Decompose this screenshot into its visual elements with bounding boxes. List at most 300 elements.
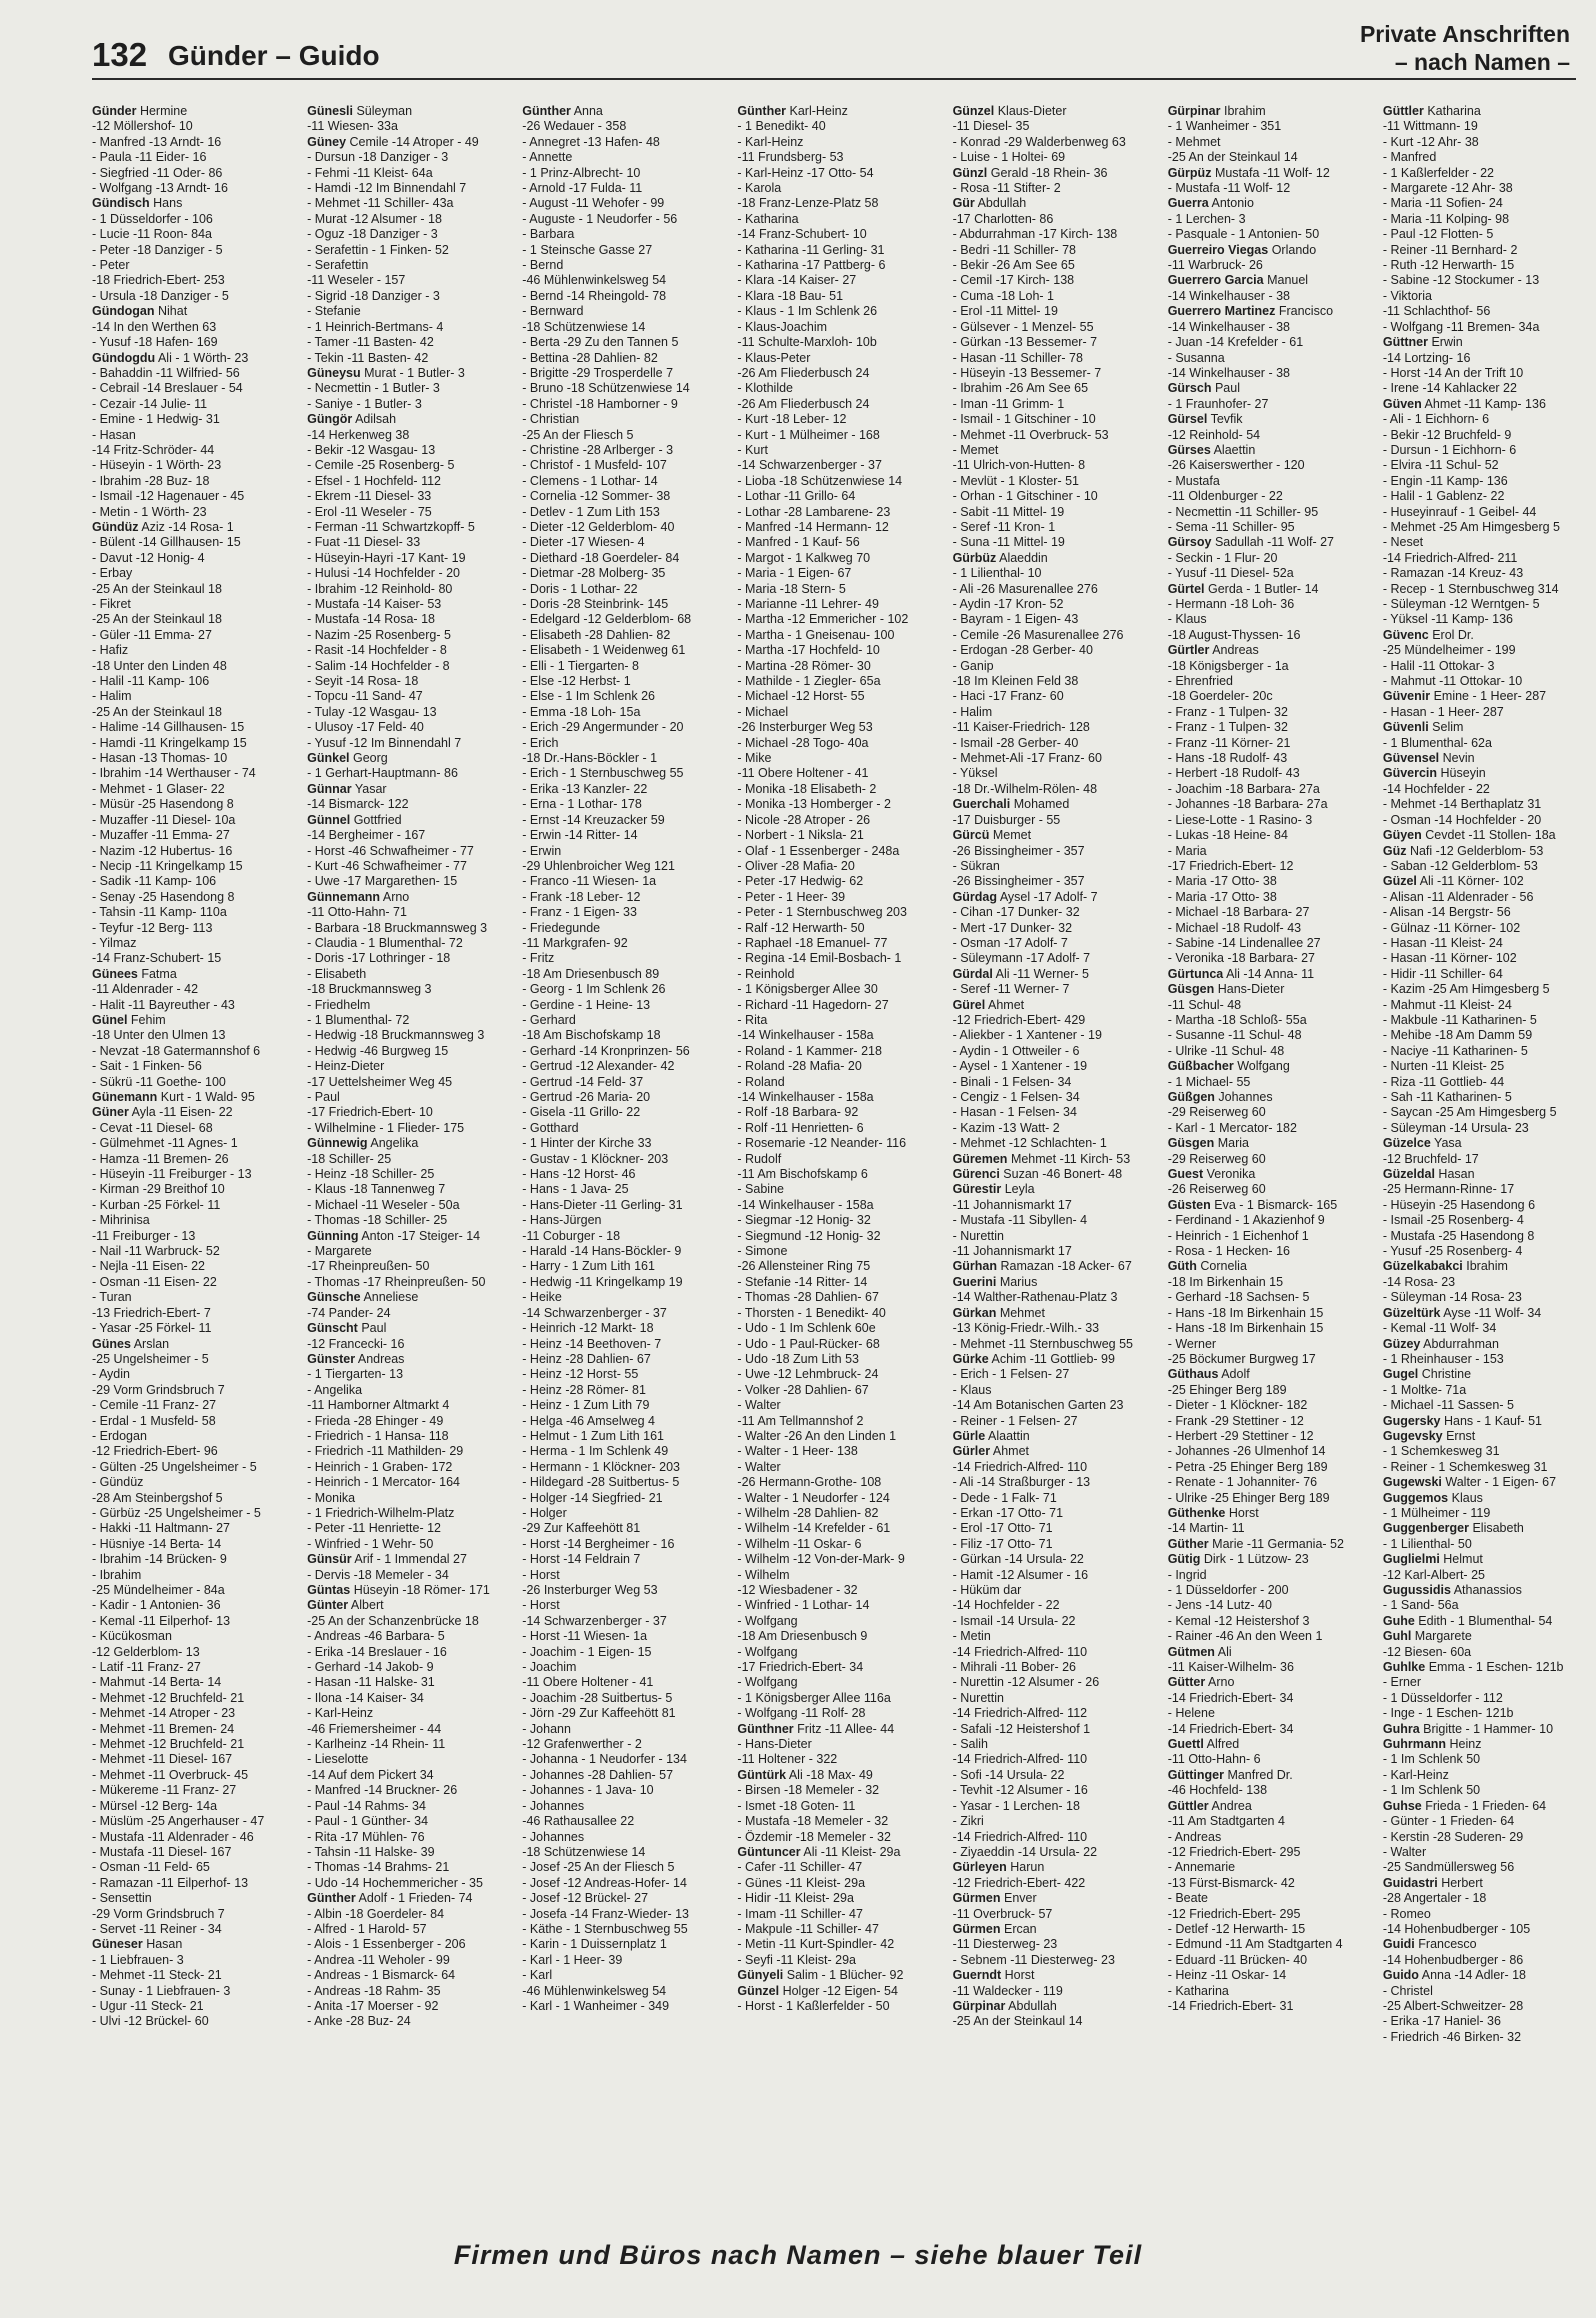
surname: Güßbacher: [1167, 1059, 1234, 1074]
list-item: [1383, 381, 1576, 396]
list-item: [953, 612, 1146, 627]
list-item: [1168, 196, 1361, 211]
list-item: [307, 505, 500, 520]
entry-text: - Elvira -11 Schul- 52: [1382, 458, 1499, 473]
entry-text: Alfred: [1206, 1737, 1240, 1752]
list-item: [92, 1845, 285, 1860]
entry-text: - Martha -18 Schloß- 55a: [1167, 1012, 1307, 1027]
entry-text: -12 Biesen- 60a: [1382, 1644, 1472, 1659]
entry-text: - Haci -17 Franz- 60: [952, 689, 1064, 704]
surname: Günsche: [307, 1290, 361, 1305]
entry-text: - Mehmet - 1 Glaser- 22: [92, 781, 225, 796]
surname: Gürpüz: [1167, 165, 1212, 180]
entry-text: - Reiner -11 Bernhard- 2: [1382, 242, 1518, 257]
list-item: [737, 813, 930, 828]
list-item: [737, 643, 930, 658]
list-item: [522, 689, 715, 704]
entry-text: - Nazim -12 Hubertus- 16: [92, 843, 233, 858]
entry-text: - Ralf -12 Herwarth- 50: [737, 920, 865, 935]
list-item: [522, 1414, 715, 1429]
list-item: [92, 1321, 285, 1336]
list-item: [307, 1645, 500, 1660]
list-item: [92, 119, 285, 134]
entry-text: - Hüseyin-Hayri -17 Kant- 19: [307, 550, 466, 565]
list-item: [1168, 736, 1361, 751]
entry-text: - 1 Lilienthal- 10: [952, 566, 1042, 581]
entry-text: - Ibrahim -14 Werthauser - 74: [92, 766, 256, 781]
surname: Guggenberger: [1382, 1521, 1469, 1536]
surname: Güthaus: [1167, 1367, 1219, 1382]
entry-text: -14 Friedrich-Ebert- 34: [1167, 1721, 1294, 1736]
entry-text: - Bülent -14 Gillhausen- 15: [92, 535, 241, 550]
list-item: [737, 1275, 930, 1290]
list-item: [1168, 828, 1361, 843]
list-item: [92, 1383, 285, 1398]
entry-text: Christine: [1421, 1367, 1472, 1382]
list-item: [1383, 1182, 1576, 1197]
entry-text: - Cemil -17 Kirch- 138: [952, 273, 1075, 288]
entry-text: Arno: [382, 889, 410, 904]
entry-text: - Karl-Heinz: [307, 1706, 374, 1721]
entry-text: - Suna -11 Mittel- 19: [952, 535, 1065, 550]
list-item: [1168, 1568, 1361, 1583]
entry-text: - Franz - 1 Tulpen- 32: [1167, 720, 1288, 735]
list-item: [307, 705, 500, 720]
list-item: [522, 1075, 715, 1090]
list-item: [92, 1768, 285, 1783]
entry-text: Hans - 1 Kauf- 51: [1444, 1413, 1542, 1428]
list-item: [737, 1645, 930, 1660]
list-item: [1168, 258, 1361, 273]
list-item: [737, 1552, 930, 1567]
entry-text: - Dursun -18 Danziger - 3: [307, 150, 449, 165]
list-item: [1168, 1013, 1361, 1028]
entry-text: - Franz - 1 Tulpen- 32: [1167, 704, 1288, 719]
list-item: [92, 1552, 285, 1567]
list-item: [953, 1953, 1146, 1968]
entry-text: - Horst -46 Schwafheimer - 77: [307, 843, 474, 858]
entry-text: -11 Ulrich-von-Hutten- 8: [952, 458, 1086, 473]
list-item: [307, 1290, 500, 1305]
list-item: [953, 166, 1146, 181]
list-item: [953, 1028, 1146, 1043]
entry-text: - Ramazan -14 Kreuz- 43: [1382, 566, 1524, 581]
list-item: [737, 1752, 930, 1767]
entry-text: - Ekrem -11 Diesel- 33: [307, 489, 432, 504]
entry-text: - Hakki -11 Haltmann- 27: [92, 1521, 231, 1536]
surname: Gür: [952, 196, 975, 211]
list-item: [522, 628, 715, 643]
entry-text: - Rainer -46 An den Ween 1: [1167, 1629, 1323, 1644]
list-item: [307, 874, 500, 889]
entry-text: - Mike: [737, 751, 772, 766]
list-item: [1383, 166, 1576, 181]
entry-text: - Imam -11 Schiller- 47: [737, 1906, 863, 1921]
list-item: [737, 1907, 930, 1922]
entry-text: - Hamza -11 Bremen- 26: [92, 1151, 229, 1166]
entry-text: - Andreas -18 Rahm- 35: [307, 1983, 441, 1998]
list-item: [953, 659, 1146, 674]
list-item: [1383, 1660, 1576, 1675]
entry-text: - Horst -14 An der Trift 10: [1382, 365, 1524, 380]
entry-text: - Lukas -18 Heine- 84: [1167, 828, 1288, 843]
entry-text: - Andreas -46 Barbara- 5: [307, 1629, 445, 1644]
list-item: [92, 1752, 285, 1767]
entry-text: Arslan: [133, 1336, 170, 1351]
list-item: [1168, 597, 1361, 612]
entry-text: -11 Holtener - 322: [737, 1752, 838, 1767]
list-item: [92, 859, 285, 874]
entry-text: Gottfried: [353, 812, 402, 827]
entry-text: - Gülsever - 1 Menzel- 55: [952, 319, 1094, 334]
list-item: [1168, 1321, 1361, 1336]
list-item: [953, 1598, 1146, 1613]
surname: Gürdag: [952, 889, 998, 904]
entry-text: - Aydin -17 Kron- 52: [952, 597, 1064, 611]
list-item: [92, 1907, 285, 1922]
list-item: [522, 1429, 715, 1444]
surname: Güntas: [307, 1583, 351, 1597]
entry-text: - Tevhit -12 Alsumer - 16: [952, 1783, 1088, 1798]
list-item: [92, 505, 285, 520]
list-item: [737, 1521, 930, 1536]
surname: Guerndt: [952, 1968, 1002, 1983]
entry-text: Walter - 1 Eigen- 67: [1445, 1475, 1557, 1490]
list-item: [92, 1121, 285, 1136]
list-item: [953, 1537, 1146, 1552]
entry-text: -14 Rosa- 23: [1382, 1274, 1456, 1289]
entry-text: -13 König-Friedr.-Wilh.- 33: [952, 1321, 1100, 1336]
entry-text: - Erika -14 Breslauer - 16: [307, 1644, 447, 1659]
entry-text: - Wolfgang -11 Bremen- 34a: [1382, 319, 1540, 334]
entry-text: - Gertrud -26 Maria- 20: [522, 1090, 651, 1104]
entry-text: - Siegmar -12 Honig- 32: [737, 1213, 871, 1228]
list-item: [737, 551, 930, 566]
list-item: [1168, 212, 1361, 227]
list-item: [307, 351, 500, 366]
entry-text: - Lothar -11 Grillo- 64: [737, 489, 856, 504]
list-item: [737, 905, 930, 920]
entry-text: - Margot - 1 Kalkweg 70: [737, 550, 871, 565]
entry-text: - Ernst -14 Kreuzacker 59: [522, 812, 665, 827]
list-item: [737, 951, 930, 966]
surname: Günkel: [307, 751, 350, 766]
list-item: [307, 628, 500, 643]
list-item: [1168, 1860, 1361, 1875]
entry-text: - Ibrahim -12 Reinhold- 80: [307, 581, 453, 596]
entry-text: - Johannes - 1 Java- 10: [522, 1783, 654, 1798]
list-item: [522, 551, 715, 566]
entry-text: - Gürkan -14 Ursula- 22: [952, 1552, 1084, 1567]
list-item: [953, 474, 1146, 489]
list-item: [92, 1044, 285, 1059]
list-item: [522, 1922, 715, 1937]
entry-text: - Elisabeth: [307, 966, 367, 981]
list-item: [737, 1491, 930, 1506]
surname: Güvenli: [1382, 720, 1429, 735]
list-item: [737, 859, 930, 874]
list-item: [1383, 443, 1576, 458]
entry-text: - Sigrid -18 Danziger - 3: [307, 288, 440, 303]
list-item: [953, 227, 1146, 242]
list-item: [307, 1028, 500, 1043]
entry-text: Elisabeth: [1472, 1521, 1524, 1536]
entry-text: - Cemile -25 Rosenberg- 5: [307, 458, 455, 473]
list-item: [1168, 1367, 1361, 1382]
list-item: [737, 890, 930, 905]
surname: Günesli: [307, 104, 353, 118]
entry-text: - Mehmet -25 Am Himgesberg 5: [1382, 519, 1560, 534]
list-item: [737, 1321, 930, 1336]
entry-text: -29 Vorm Grindsbruch 7: [92, 1382, 225, 1397]
entry-text: Ayla -11 Eisen- 22: [131, 1105, 233, 1120]
surname: Güttner: [1382, 335, 1428, 350]
entry-text: - Makbule -11 Katharinen- 5: [1382, 1012, 1537, 1027]
surname: Güneser: [92, 1937, 143, 1952]
entry-text: - Käthe - 1 Sternbuschweg 55: [522, 1921, 688, 1936]
surname: Günthner: [737, 1721, 794, 1736]
surname: Günther: [307, 1891, 356, 1906]
entry-text: -11 Wittmann- 19: [1382, 119, 1478, 134]
list-item: [307, 566, 500, 581]
entry-text: Alaettin: [1213, 442, 1256, 457]
directory-column-7: [1383, 104, 1576, 2234]
entry-text: - Emma -18 Loh- 15a: [522, 704, 641, 719]
list-item: [953, 1568, 1146, 1583]
entry-text: Georg: [353, 751, 388, 766]
list-item: [953, 289, 1146, 304]
surname: Güzelce: [1382, 1136, 1431, 1151]
list-item: [522, 489, 715, 504]
entry-text: - Mehmet -14 Atroper - 23: [92, 1706, 236, 1721]
list-item: [953, 951, 1146, 966]
entry-text: - Maria -17 Otto- 38: [1167, 874, 1277, 889]
entry-text: - Georg - 1 Im Schlenk 26: [522, 982, 666, 997]
list-item: [737, 566, 930, 581]
entry-text: - Peter -11 Henriette- 12: [307, 1521, 441, 1536]
list-item: [307, 1937, 500, 1952]
entry-text: -17 Friedrich-Ebert- 34: [737, 1660, 864, 1675]
entry-text: - Erika -13 Kanzler- 22: [522, 781, 648, 796]
entry-text: - Gerhard -18 Sachsen- 5: [1167, 1290, 1310, 1305]
entry-text: Nihat: [157, 304, 188, 319]
list-item: [1168, 443, 1361, 458]
list-item: [737, 782, 930, 797]
entry-text: - Elisabeth - 1 Weidenweg 61: [522, 643, 686, 658]
entry-text: - Gustav - 1 Klöckner- 203: [522, 1151, 669, 1166]
entry-text: -11 Oldenburger - 22: [1167, 489, 1283, 504]
entry-text: - Johannes: [522, 1798, 585, 1813]
entry-text: - Viktoria: [1382, 288, 1432, 303]
entry-text: - 1 Blumenthal- 62a: [1382, 735, 1492, 750]
list-item: [92, 351, 285, 366]
entry-text: Holger -12 Eigen- 54: [782, 1983, 898, 1998]
list-item: [953, 628, 1146, 643]
list-item: [307, 1953, 500, 1968]
list-item: [1383, 1768, 1576, 1783]
entry-text: - Fuat -11 Diesel- 33: [307, 535, 421, 550]
surname: Guerchali: [952, 797, 1011, 812]
list-item: [92, 1259, 285, 1274]
entry-text: -25 An der Steinkaul 14: [952, 2014, 1083, 2029]
list-item: [307, 1013, 500, 1028]
entry-text: - Bayram - 1 Eigen- 43: [952, 612, 1079, 627]
list-item: [1383, 551, 1576, 566]
entry-text: - Aliekber - 1 Xantener - 19: [952, 1028, 1102, 1043]
list-item: [522, 1598, 715, 1613]
entry-text: - Mahmut -11 Ottokar- 10: [1382, 674, 1523, 689]
entry-text: - Kemal -12 Heistershof 3: [1167, 1613, 1310, 1628]
entry-text: Ali: [1217, 1644, 1232, 1659]
entry-text: -12 Friedrich-Ebert- 295: [1167, 1906, 1301, 1921]
list-item: [953, 1830, 1146, 1845]
list-item: [522, 1891, 715, 1906]
list-item: [522, 428, 715, 443]
entry-text: - Tekin -11 Basten- 42: [307, 350, 429, 365]
entry-text: - Thomas -28 Dahlien- 67: [737, 1290, 879, 1305]
entry-text: - Bettina -28 Dahlien- 82: [522, 350, 658, 365]
entry-text: - Nevzat -18 Gatermannshof 6: [92, 1043, 261, 1058]
list-item: [1383, 1830, 1576, 1845]
list-item: [1383, 428, 1576, 443]
list-item: [1168, 628, 1361, 643]
surname: Günther: [737, 104, 787, 118]
entry-text: Suzan -46 Bonert- 48: [1003, 1167, 1123, 1182]
list-item: [953, 1167, 1146, 1182]
entry-text: - Yasar - 1 Lerchen- 18: [952, 1798, 1080, 1813]
list-item: [1383, 1598, 1576, 1613]
entry-text: - Gürbüz -25 Ungelsheimer - 5: [92, 1505, 261, 1520]
list-item: [307, 659, 500, 674]
entry-text: - Christine -28 Arlberger - 3: [522, 442, 674, 457]
list-item: [1168, 859, 1361, 874]
list-item: [92, 921, 285, 936]
surname: Güner: [92, 1105, 129, 1120]
list-item: [953, 458, 1146, 473]
list-item: [953, 1506, 1146, 1521]
list-item: [953, 1090, 1146, 1105]
surname: Guggemos: [1382, 1490, 1449, 1505]
directory-column-5: [953, 104, 1146, 2234]
list-item: [92, 1090, 285, 1105]
entry-text: -14 Hochfelder - 22: [1382, 781, 1490, 796]
entry-text: Ramazan -18 Acker- 67: [1000, 1259, 1132, 1274]
list-item: [522, 1460, 715, 1475]
list-item: [307, 1968, 500, 1983]
entry-text: - Necmettin - 1 Butler- 3: [307, 381, 440, 396]
entry-text: - Ingrid: [1167, 1567, 1207, 1582]
list-item: [953, 1306, 1146, 1321]
entry-text: - Michael -11 Sassen- 5: [1382, 1398, 1514, 1413]
list-item: [1383, 212, 1576, 227]
entry-text: Ayse -11 Wolf- 34: [1443, 1305, 1542, 1320]
entry-text: - Erner: [1382, 1675, 1422, 1690]
entry-text: - Friedegunde: [522, 920, 601, 935]
list-item: [953, 936, 1146, 951]
entry-text: - Franz - 1 Eigen- 33: [522, 905, 637, 920]
entry-text: - Murat -12 Alsumer - 18: [307, 211, 442, 226]
list-item: [1383, 1814, 1576, 1829]
list-item: [953, 890, 1146, 905]
list-item: [1168, 320, 1361, 335]
list-item: [1383, 1198, 1576, 1213]
entry-text: - Ali -26 Masurenallee 276: [952, 581, 1098, 596]
list-item: [92, 1460, 285, 1475]
list-item: [92, 566, 285, 581]
surname: Gütter: [1167, 1675, 1206, 1690]
entry-text: - Metin - 1 Wörth- 23: [92, 504, 207, 519]
entry-text: - Bedri -11 Schiller- 78: [952, 242, 1076, 257]
list-item: [92, 1799, 285, 1814]
entry-text: -18 Am Driesenbusch 9: [737, 1629, 868, 1644]
entry-text: Ernst: [1446, 1428, 1476, 1443]
entry-text: - Mehmet -11 Sternbuschweg 55: [952, 1336, 1133, 1351]
list-item: [953, 597, 1146, 612]
list-item: [953, 1444, 1146, 1459]
list-item: [92, 196, 285, 211]
entry-text: - Mustafa -14 Kaiser- 53: [307, 597, 442, 611]
list-item: [1383, 1783, 1576, 1798]
entry-text: -12 Friedrich-Ebert- 422: [952, 1875, 1086, 1890]
entry-text: - 1 Liebfrauen- 3: [92, 1952, 184, 1967]
entry-text: - 1 Hinter der Kirche 33: [522, 1136, 652, 1151]
list-item: [92, 1198, 285, 1213]
list-item: [92, 243, 285, 258]
entry-text: - Davut -12 Honig- 4: [92, 550, 205, 565]
list-item: [92, 2014, 285, 2029]
list-item: [953, 428, 1146, 443]
list-item: [737, 1984, 930, 1999]
entry-text: -25 An der Fliesch 5: [522, 427, 634, 442]
list-item: [307, 1460, 500, 1475]
list-item: [522, 1876, 715, 1891]
list-item: [953, 104, 1146, 119]
list-item: [522, 1706, 715, 1721]
entry-text: Ali -11 Werner- 5: [995, 966, 1089, 981]
entry-text: - Else -12 Herbst- 1: [522, 674, 631, 689]
entry-text: - Horst -14 Feldrain 7: [522, 1552, 641, 1567]
entry-text: - Ulrike -25 Ehinger Berg 189: [1167, 1490, 1330, 1505]
list-item: [522, 751, 715, 766]
entry-text: - Makpule -11 Schiller- 47: [737, 1921, 879, 1936]
surname: Gürhan: [952, 1259, 998, 1274]
list-item: [307, 751, 500, 766]
list-item: [522, 320, 715, 335]
list-item: [737, 1506, 930, 1521]
list-item: [522, 951, 715, 966]
surname: Güther: [1167, 1536, 1209, 1551]
list-item: [307, 689, 500, 704]
list-item: [1383, 1044, 1576, 1059]
list-item: [1168, 1414, 1361, 1429]
entry-text: - Thorsten - 1 Benedikt- 40: [737, 1305, 886, 1320]
entry-text: - Manfred - 1 Kauf- 56: [737, 535, 860, 550]
list-item: [522, 921, 715, 936]
list-item: [1168, 612, 1361, 627]
list-item: [92, 150, 285, 165]
list-item: [1168, 1691, 1361, 1706]
entry-text: - Barbara -18 Bruckmannsweg 3: [307, 920, 488, 935]
list-item: [1383, 951, 1576, 966]
list-item: [307, 1229, 500, 1244]
entry-text: -17 Uettelsheimer Weg 45: [307, 1074, 453, 1089]
list-item: [1168, 1121, 1361, 1136]
entry-text: - Süleyman -12 Werntgen- 5: [1382, 597, 1540, 611]
list-item: [737, 1660, 930, 1675]
entry-text: - Elli - 1 Tiergarten- 8: [522, 658, 639, 673]
entry-text: - Ulvi -12 Brückel- 60: [92, 2014, 209, 2029]
entry-text: - Peter - 1 Heer- 39: [737, 889, 846, 904]
